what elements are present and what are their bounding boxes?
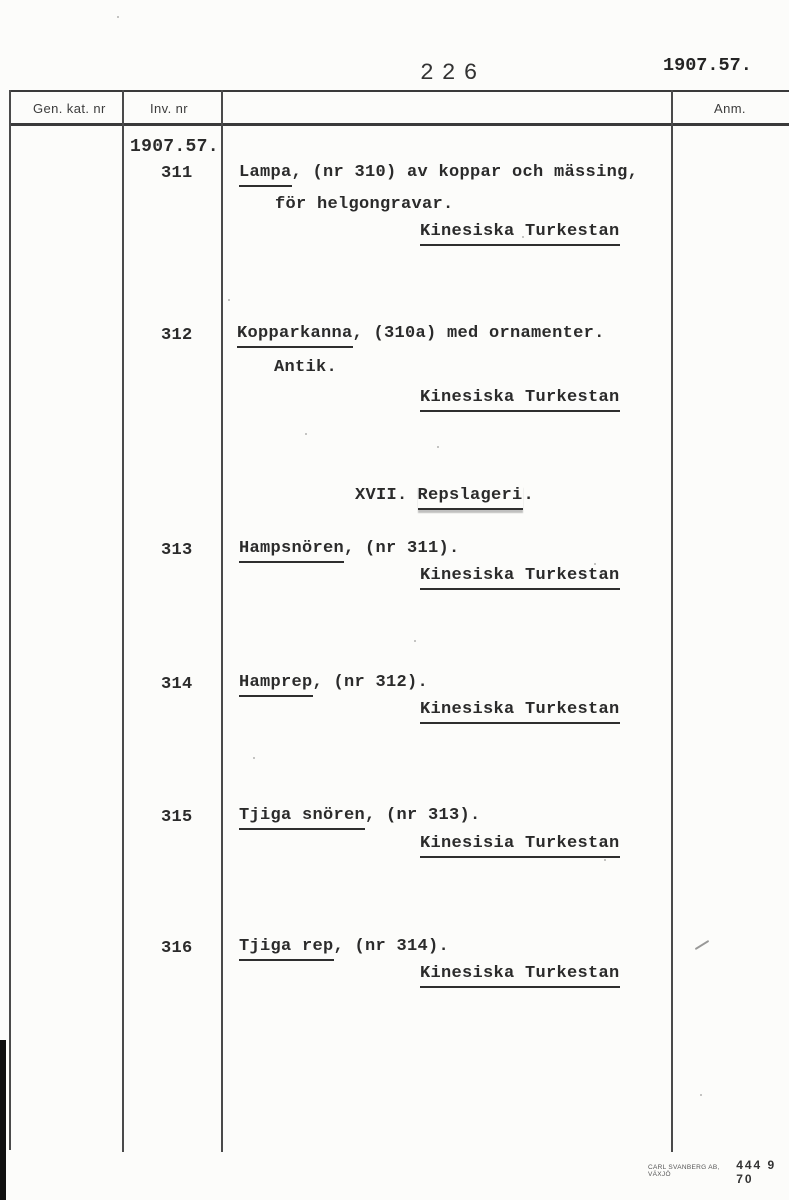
entry-description: , (nr 312). [312, 673, 429, 692]
noise-speck [305, 433, 307, 435]
entry-title: Lampa [239, 162, 292, 187]
noise-speck [414, 640, 416, 642]
entry-origin: Kinesiska Turkestan [420, 963, 620, 988]
entry-origin: Kinesiska Turkestan [420, 565, 620, 590]
noise-speck [117, 16, 119, 18]
entry-origin: Kinesiska Turkestan [420, 699, 620, 724]
noise-speck [522, 236, 524, 238]
noise-speck [253, 757, 255, 759]
entry-description: , (nr 310) av koppar och mässing, [291, 163, 639, 182]
column-header-anm: Anm. [714, 101, 746, 116]
entry-title: Hampsnören [239, 538, 344, 563]
scan-edge-artifact [0, 1040, 6, 1200]
inv-nr: 311 [161, 164, 193, 183]
inv-nr: 315 [161, 808, 193, 827]
printer-code: 444 9 70 [736, 1158, 777, 1186]
entry-description: , (nr 314). [333, 937, 450, 956]
inv-nr: 314 [161, 675, 193, 694]
entry-title-line [239, 936, 449, 961]
entry-title: Tjiga snören [239, 805, 365, 830]
entry-title-line [239, 672, 428, 697]
column-divider-genkat-inv [122, 90, 124, 1152]
inventory-year: 1907.57. [130, 137, 219, 157]
noise-speck [228, 299, 230, 301]
entry-title-line [239, 805, 481, 830]
entry-title: Tjiga rep [239, 936, 334, 961]
noise-speck [700, 1094, 702, 1096]
table-left-border [9, 90, 11, 1150]
section-heading [355, 485, 534, 510]
column-header-gen-kat-nr: Gen. kat. nr [33, 101, 106, 116]
entry-description: , (nr 313). [365, 806, 481, 825]
entry-line2: för helgongravar. [275, 195, 454, 214]
entry-origin-line [420, 963, 620, 988]
column-divider-inv-main [221, 90, 223, 1152]
collection-year-reference: 1907.57. [663, 55, 752, 76]
inv-nr: 312 [161, 326, 193, 345]
entry-origin-line [420, 221, 620, 246]
entry-origin-line [420, 387, 620, 412]
noise-speck [604, 859, 606, 861]
entry-title-line [239, 538, 460, 563]
page-number: 226 [420, 60, 486, 86]
entry-description: , (310a) med ornamenter. [352, 324, 605, 343]
entry-title-line [239, 162, 638, 187]
section-title: Repslageri [418, 485, 523, 510]
printer-name: CARL SVANBERG AB, VÄXJÖ [648, 1164, 720, 1178]
column-header-inv-nr: Inv. nr [150, 101, 188, 116]
pen-mark-artifact [695, 940, 710, 950]
entry-title: Hamprep [239, 672, 313, 697]
entry-title-line [237, 323, 605, 348]
entry-origin: Kinesisia Turkestan [420, 833, 620, 858]
inv-nr: 313 [161, 541, 193, 560]
section-numeral: XVII. [355, 486, 408, 505]
entry-title: Kopparkanna [237, 323, 353, 348]
noise-speck [594, 563, 596, 565]
inv-nr: 316 [161, 939, 193, 958]
column-divider-main-anm [671, 90, 673, 1152]
entry-description: , (nr 311). [344, 539, 460, 558]
entry-origin-line [420, 565, 620, 590]
entry-origin-line [420, 833, 620, 858]
noise-speck [437, 446, 439, 448]
entry-origin-line [420, 699, 620, 724]
entry-line2: Antik. [274, 358, 338, 377]
section-suffix: . [523, 486, 535, 505]
entry-origin: Kinesiska Turkestan [420, 221, 620, 246]
printer-footer [648, 1158, 789, 1186]
entry-origin: Kinesiska Turkestan [420, 387, 620, 412]
